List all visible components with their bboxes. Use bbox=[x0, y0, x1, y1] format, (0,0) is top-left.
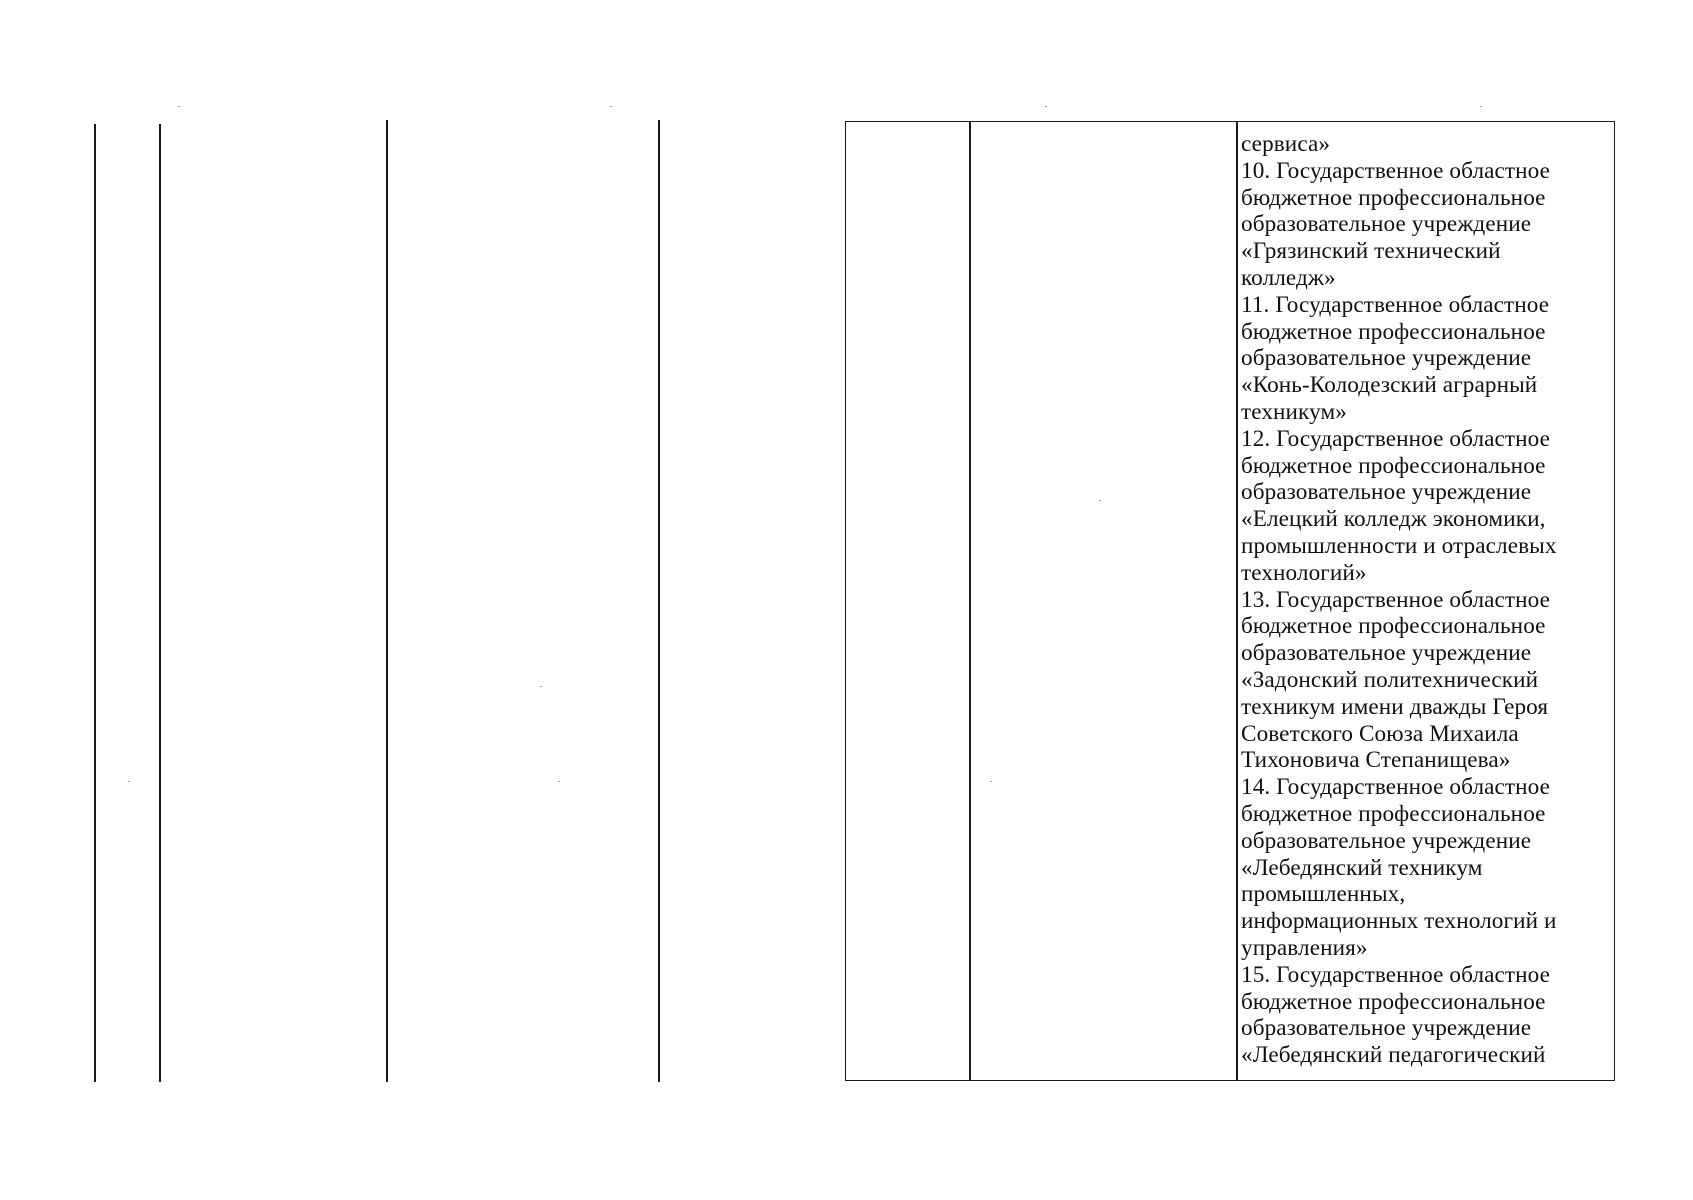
list-line: бюджетное профессиональное bbox=[1241, 184, 1546, 211]
scan-speck bbox=[540, 686, 542, 687]
list-line: образовательное учреждение bbox=[1241, 211, 1532, 238]
list-line: 10. Государственное областное bbox=[1241, 157, 1551, 184]
right-table-divider-2 bbox=[1236, 122, 1238, 1080]
list-line: «Елецкий колледж экономики, bbox=[1241, 506, 1546, 533]
scan-speck bbox=[610, 106, 612, 107]
list-line: бюджетное профессиональное bbox=[1241, 318, 1546, 345]
right-table-divider-1 bbox=[969, 122, 971, 1080]
left-table-rule-2 bbox=[159, 124, 161, 1082]
list-line: «Лебедянский педагогический bbox=[1241, 1042, 1546, 1069]
right-table bbox=[845, 121, 1615, 1081]
list-line: информационных технологий и bbox=[1241, 908, 1557, 935]
list-line: техникум» bbox=[1241, 398, 1347, 425]
list-line: промышленных, bbox=[1241, 881, 1406, 908]
list-line: 13. Государственное областное bbox=[1241, 586, 1551, 613]
list-line: сервиса» bbox=[1241, 131, 1331, 157]
left-table-rule-4 bbox=[658, 120, 660, 1082]
list-line: техникум имени дважды Героя bbox=[1241, 693, 1549, 720]
list-line: образовательное учреждение bbox=[1241, 1015, 1532, 1042]
scan-speck bbox=[558, 781, 560, 782]
scan-speck bbox=[128, 781, 130, 782]
list-line: образовательное учреждение bbox=[1241, 479, 1532, 506]
list-line: «Задонский политехнический bbox=[1241, 666, 1539, 693]
list-line: Советского Союза Михаила bbox=[1241, 720, 1519, 747]
list-line: «Грязинский технический bbox=[1241, 238, 1501, 265]
scan-speck bbox=[178, 106, 180, 107]
list-line: бюджетное профессиональное bbox=[1241, 452, 1546, 479]
list-line: образовательное учреждение bbox=[1241, 345, 1532, 372]
list-line: образовательное учреждение bbox=[1241, 827, 1532, 854]
list-line: «Лебедянский техникум bbox=[1241, 854, 1483, 881]
list-line: «Конь-Колодезский аграрный bbox=[1241, 372, 1538, 399]
list-line: управления» bbox=[1241, 934, 1368, 961]
institution-list-cell bbox=[1241, 131, 1611, 1069]
list-line: бюджетное профессиональное bbox=[1241, 988, 1546, 1015]
left-table-rule-3 bbox=[386, 120, 388, 1082]
list-line: бюджетное профессиональное bbox=[1241, 613, 1546, 640]
list-line: 11. Государственное областное bbox=[1241, 291, 1550, 318]
left-table-rule-1 bbox=[94, 124, 96, 1082]
list-line: 15. Государственное областное bbox=[1241, 961, 1551, 988]
list-line: 14. Государственное областное bbox=[1241, 774, 1551, 801]
list-line: образовательное учреждение bbox=[1241, 640, 1532, 667]
list-line: 12. Государственное областное bbox=[1241, 425, 1551, 452]
list-line: промышленности и отраслевых bbox=[1241, 532, 1557, 559]
scan-speck bbox=[1480, 106, 1482, 107]
list-line: колледж» bbox=[1241, 264, 1336, 291]
list-line: Тихоновича Степанищева» bbox=[1241, 747, 1511, 774]
list-line: технологий» bbox=[1241, 559, 1367, 586]
scan-speck bbox=[1045, 106, 1047, 107]
list-line: бюджетное профессиональное bbox=[1241, 800, 1546, 827]
